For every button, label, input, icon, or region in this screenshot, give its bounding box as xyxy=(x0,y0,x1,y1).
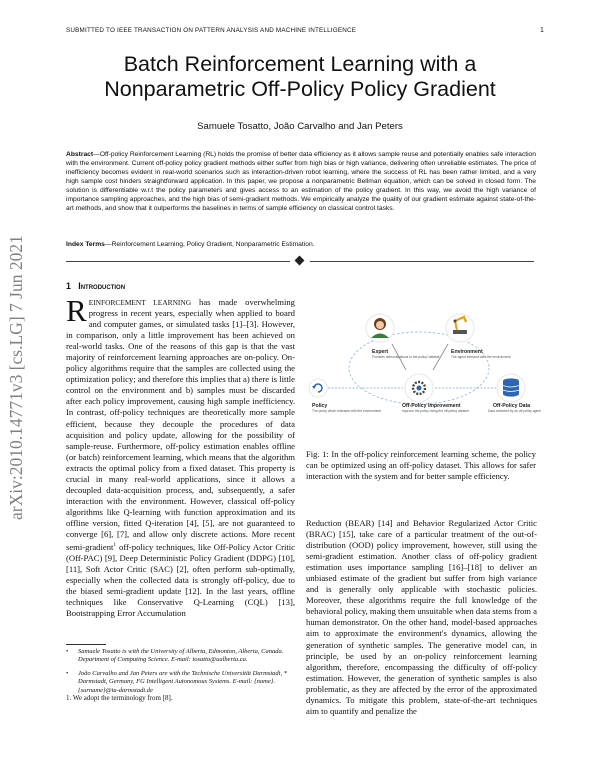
robot-arm-icon xyxy=(453,330,467,334)
data-desc: Data collected by an off-policy agent xyxy=(488,409,542,413)
environment-label: Environment xyxy=(451,349,483,355)
environment-desc: The agent interacts with the environment xyxy=(451,355,511,359)
footnote-rule xyxy=(66,644,106,645)
divider-diamond xyxy=(295,256,305,266)
affiliation-2: • João Carvalho and Jan Peters are with the Technische Universität Darmstadt, * Darmstadt, Germany, FG Intelligent Autonomous Systems. E-mail: {name}.{surname}@tu-darmstadt.de xyxy=(66,670,287,694)
database-icon xyxy=(503,378,519,396)
drop-cap: R xyxy=(66,293,87,328)
policy-desc: The policy which interacts with the environment xyxy=(312,409,382,413)
section-number: 1 xyxy=(66,281,71,291)
index-terms-text: —Reinforcement Learning, Policy Gradient, Nonparametric Estimation. xyxy=(104,241,315,248)
environment-node xyxy=(446,314,511,359)
page-number: 1 xyxy=(540,27,544,34)
abstract xyxy=(66,150,536,213)
figure-caption: Fig. 1: In the off-policy reinforcement learning scheme, the policy can be optimized using an off-policy dataset. This allows for safer interaction with the system and for better sample efficiency. xyxy=(306,449,536,481)
affiliation-1: • Samuele Tosatto is with the University of Alberta, Edmonton, Alberta, Canada. Department of Computing Science. E-mail: tosatto@ualberta.ca. xyxy=(66,648,284,664)
intro-text: has made overwhelming progress in recent years, especially when applied to board and computer games, or simulated tasks [1]–[3]. However, in comparison, only a little improvement has been achieved on real-world tasks. One of the reasons of this gap is that the vast majority of reinforcement learning approaches are on-policy. On-policy algorithms require that the samples are collected using the optimization policy; and therefore this implies that a) there is little control on the environment and b) samples must be discarded after each policy improvement, causing high sample inefficiency. In contrast, off-policy techniques are theoretically more sample efficient, because they decouple the procedures of data acquisition and policy update, allowing for the possibility of sample-reuse. Furthermore, off-policy estimation enables offline (or batch) reinforcement learning, which means that the algorithm extracts the optimal policy from a fixed dataset. This property is crucial in many real-world applications, since it allows a decoupled data-acquisition process, and, subsequently, a safer interaction with the environment. However, classical off-policy algorithms like Q-learning with function approximation and its offline version, fitted Q-iteration [4], [5], are not guaranteed to converge [6], [7], and allow only discrete actions. More recent semi-gradient xyxy=(66,297,295,552)
data-node xyxy=(488,374,541,413)
footnote-1: 1. We adopt the terminology from [8]. xyxy=(66,694,173,702)
intro-text-continued: off-policy techniques, like Off-Policy Actor Critic (Off-PAC) [9], Deep Deterministic Policy Gradient (DDPG) [10], [11], Soft Actor Critic (SAC) [2], often perform sub-optimally, especially when the collected data is strongly off-policy, due to the biased semi-gradient update [12]. In the last years, offline techniques like Conservative Q-Learning (CQL) [13], Bootstrapping Error Accumulation xyxy=(66,541,295,619)
right-column-paragraph: Reduction (BEAR) [14] and Behavior Regularized Actor Critic (BRAC) [15], take care of a particular treatment of the out-of-distribution (OOD) policy improvement, however, still using the semi-gradient estimation. Another class of off-policy gradient estimation uses importance sampling [16]–[18] to deliver an unbiased estimate of the gradient but suffer from high variance and is generally only applicable with stochastic policies. Moreover, these algorithms require the full knowledge of the behavioral policy, making them unsuitable when data stems from a human demonstrator. On the other hand, model-based approaches aim to approximate the environment's dynamics, allowing the generation of synthetic samples. The generative model can, in principle, be used by an on-policy reinforcement learning algorithm, therefore, encompassing the difficulty of off-policy estimation. However, the generation of synthetic samples is also problematic, as they are affected by the error of the approximated dynamics. To mitigate this problem, state-of-the-art techniques aim to quantify and penalize the xyxy=(306,518,537,716)
index-terms-label: Index Terms xyxy=(66,241,105,248)
section-title: Introduction xyxy=(78,281,126,291)
policy-label: Policy xyxy=(312,403,328,409)
intro-smallcaps: EINFORCEMENT LEARNING xyxy=(88,298,192,307)
footnote-mark: 1 xyxy=(113,542,117,549)
running-header: SUBMITTED TO IEEE TRANSACTION ON PATTERN ANALYSIS AND MACHINE INTELLIGENCE xyxy=(66,27,357,34)
abstract-text: —Off-policy Reinforcement Learning (RL) holds the promise of better data efficiency as it allows sample reuse and potentially enables safe interaction with the environment. Current off-policy policy gradient methods either suffer from high bias or high variance, delivering often unreliable estimates. The price of inefficiency becomes evident in real-world scenarios such as interaction-driven robot learning, where the success of RL has been rather limited, and a very high sample cost hinders straightforward application. In this paper, we propose a nonparametric Bellman equation, which can be solved in closed form. The solution is differentiable w.r.t the policy parameters and gives access to an estimation of the policy gradient. In this way, we avoid the high variance of importance sampling approaches, and the high bias of semi-gradient methods. We empirically analyze the quality of our gradient estimate against state-of-the-art methods, and show that it outperforms the baselines in terms of sample efficiency on classical control tasks. xyxy=(66,151,536,213)
intro-paragraph xyxy=(66,293,295,619)
title-line-1: Batch Reinforcement Learning with a xyxy=(123,52,477,76)
expert-label: Expert xyxy=(372,349,389,355)
divider-right xyxy=(310,261,534,262)
figure-diagram xyxy=(308,290,542,440)
abstract-label: Abstract xyxy=(66,151,94,158)
improvement-label: Off-Policy Improvement xyxy=(402,403,461,409)
improvement-node xyxy=(402,374,469,413)
expert-node xyxy=(366,314,440,359)
data-label: Off-Policy Data xyxy=(493,403,531,409)
expert-desc: Provides demonstrations to the policy/ dataset xyxy=(372,355,440,359)
section-heading xyxy=(66,281,125,291)
title-line-2: Nonparametric Off-Policy Policy Gradient xyxy=(104,77,496,101)
divider-left xyxy=(66,261,290,262)
index-terms xyxy=(66,240,536,249)
improvement-desc: Improve the policy using the off-policy dataset xyxy=(402,409,469,413)
author-list: Samuele Tosatto, João Carvalho and Jan Peters xyxy=(197,121,403,132)
paper-title xyxy=(60,52,540,102)
policy-node xyxy=(309,379,381,413)
